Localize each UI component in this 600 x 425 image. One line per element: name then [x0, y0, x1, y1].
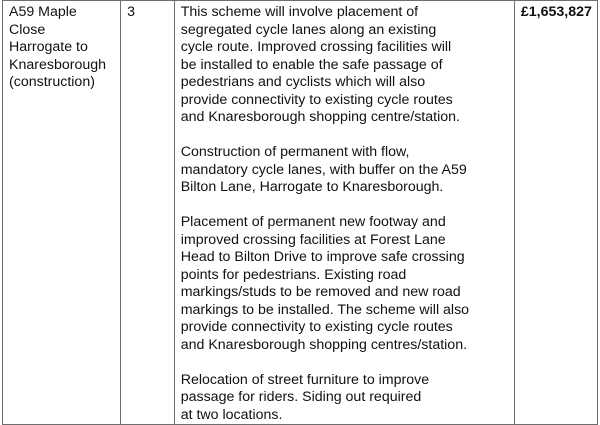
description-paragraph-1 [181, 4, 508, 127]
description-line: Construction of permanent with flow, [180, 144, 410, 160]
description-line: provide connectivity to existing cycle routes [180, 91, 453, 108]
scheme-name-line: Harrogate to [9, 39, 88, 55]
description-line: segregated cycle lanes along an existing [180, 21, 437, 38]
scheme-number: 3 [127, 4, 136, 20]
description-line: provide connectivity to existing cycle routes [180, 319, 453, 335]
description-line: This scheme will involve placement of [180, 4, 419, 20]
description-line: points for pedestrians. Existing road [180, 266, 407, 283]
scheme-name-line: (construction) [9, 74, 95, 90]
scheme-cost: £1,653,827 [520, 4, 592, 20]
description-line: markings to be installed. The scheme will also [180, 301, 470, 318]
description-line: mandatory cycle lanes, with buffer on the A59 [180, 161, 467, 178]
description-line: improved crossing facilities at Forest Lane [180, 231, 446, 248]
scheme-table [2, 0, 598, 425]
description-line: at two locations. [180, 406, 283, 423]
scheme-name-line: A59 Maple [9, 4, 77, 20]
description-line: cycle route. Improved crossing facilities will [180, 39, 452, 55]
description-line: Bilton Lane, Harrogate to Knaresborough. [180, 179, 444, 195]
description-line: pedestrians and cyclists which will also [180, 74, 426, 90]
description-line: be installed to enable the safe passage of [180, 56, 443, 73]
description-line: Relocation of street furniture to improve [180, 371, 430, 388]
scheme-number-cell [121, 1, 175, 425]
description-paragraph-2 [181, 144, 508, 197]
scheme-name-cell [3, 1, 121, 425]
description-line: Placement of permanent new footway and [180, 214, 446, 230]
table-row [3, 1, 598, 425]
description-line: and Knaresborough shopping centres/station. [180, 336, 468, 353]
scheme-name-line: Close [9, 21, 46, 38]
scheme-name-line: Knaresborough [9, 56, 107, 73]
description-paragraph-4 [181, 372, 508, 425]
description-line: Head to Bilton Drive to improve safe crossing [180, 249, 465, 265]
scheme-cost-cell [514, 1, 597, 425]
description-line: and Knaresborough shopping centre/station. [180, 109, 460, 125]
description-line: markings/studs to be removed and new road [180, 284, 461, 300]
scheme-description-cell [174, 1, 514, 425]
description-line: passage for riders. Siding out required [180, 389, 422, 405]
description-paragraph-3 [181, 214, 508, 354]
